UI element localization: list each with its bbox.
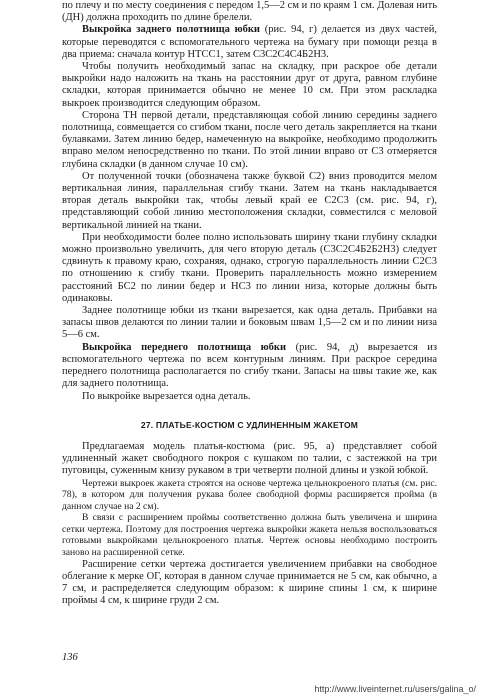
paragraph-text: по плечу и по месту соединения с передом 1,5—2 см и по краям 1 см. Долевая нить (ДН) должна проходить по длине брелели. [62,0,437,24]
paragraph [62,61,437,110]
paragraph [62,441,437,478]
paragraph-text: Чтобы получить необходимый запас на складку, при раскрое обе детали выкройки надо наложить на ткань на расстоянии друг от друга, равном глубине складки, которая принимается обычно не менее 10 см. При этом раскладка выкроек производится следующим образом. [62,61,437,109]
paragraph-text: (рис. 94, д) вырезается из вспомогательного чертежа по всем контурным линиям. При раскрое середина переднего полотнища располагается по сгибу ткани. Запасы на швы такие же, как для заднего полотнища. [62,341,437,390]
paragraph-text: В связи с расширением проймы соответственно должна быть увеличена и ширина сетки чертежа. Поэтому для построения чертежа выкройки жакета нельзя воспользоваться готовыми выкройками цельнокроеного платья. Чертеж основы необходимо построить заново на расширенной сетке. [62,512,437,559]
paragraph [62,512,437,558]
top-paragraphs [62,0,437,403]
paragraph-text: Заднее полотнище юбки из ткани вырезается, как одна деталь. Прибавки на запасы швов делаются по линии талии и боковым швам 1,5—2 см и по линии низа 5—6 см. [62,305,437,341]
paragraph [62,305,437,342]
page-number: 136 [62,652,78,663]
paragraph-text: Чертежи выкроек жакета строятся на основе чертежа цельнокроеного платья (см. рис. 78), в котором для получения рукава более свободной формы расширяется пройма (в данном случае на 2 см). [62,477,437,512]
bottom-paragraphs [62,441,437,608]
watermark-url[interactable]: http://www.liveinternet.ru/users/galina_o/ [314,684,476,694]
paragraph [62,24,437,61]
paragraph-text: (рис. 94, г) делается из двух частей, которые переводятся с вспомогательного чертежа на бумагу при помощи резца в два приема: сначала контур НТСС1, затем С3С2С4С4Б2Н3. [62,24,437,60]
paragraph-text: Расширение сетки чертежа достигается увеличением прибавки на свободное облегание к мерке ОГ, которая в данном случае принимается не 5 см, как обычно, а 7 см, и распределяется следующим образом: к ширине спины 1 см, к ширине проймы 4 см, к ширине груди 2 см. [62,558,437,607]
paragraph [62,391,437,403]
paragraph [62,0,437,24]
paragraph-text: От полученной точки (обозначена также буквой С2) вниз проводится мелом вертикальная линия, параллельная сгибу ткани. Затем на ткань накладывается вторая деталь выкройки так, чтобы левый край ее С2С3 (см. рис. 94, г), представляющий собой линию местоположения складки, совместился с меловой вертикальной линией на ткани. [62,170,437,231]
paragraph-lead: Выкройка заднего полотнища юбки [82,24,260,36]
paragraph [62,342,437,391]
paragraph-text: При необходимости более полно использовать ширину ткани глубину складки можно произвольно увеличить, для чего вторую деталь (С3С2С4Б2Б2Н3) следует сдвинуть к правому краю, сохраняя, однако, строгую параллельность линии С2С3 по отношению к сгибу ткани. Проверить параллельность можно измерением расстояний БС2 по линии бедер и НС3 по линии низа, которые должны быть одинаковы. [62,231,437,304]
paragraph-text: Сторона ТН первой детали, представляющая собой линию середины заднего полотнища, совмещается со сгибом ткани, после чего деталь закрепляется на ткани булавками. Затем линию бедер, намеченную на выкройке, необходимо продолжить вправо мелом непосредственно по ткани. По этой линии вправо от С3 отмеряется глубина складки (в данном случае 10 см). [62,109,437,170]
paragraph [62,232,437,305]
paragraph-text: По выкройке вырезается одна деталь. [82,390,251,402]
paragraph [62,559,437,608]
section-heading: 27. ПЛАТЬЕ-КОСТЮМ С УДЛИНЕННЫМ ЖАКЕТОМ [140,419,359,430]
paragraph [62,110,437,171]
paragraph-lead: Выкройка переднего полотнища юбки [82,341,287,353]
paragraph [62,171,437,232]
page-text-body [62,0,437,607]
paragraph-text: Предлагаемая модель платья-костюма (рис. 95, а) представляет собой удлиненный жакет свободного покроя с кушаком по талии, с застежкой на три пуговицы, суженным книзу рукавом в три четверти полной длины и узкой юбкой. [62,440,437,477]
paragraph [62,478,437,513]
